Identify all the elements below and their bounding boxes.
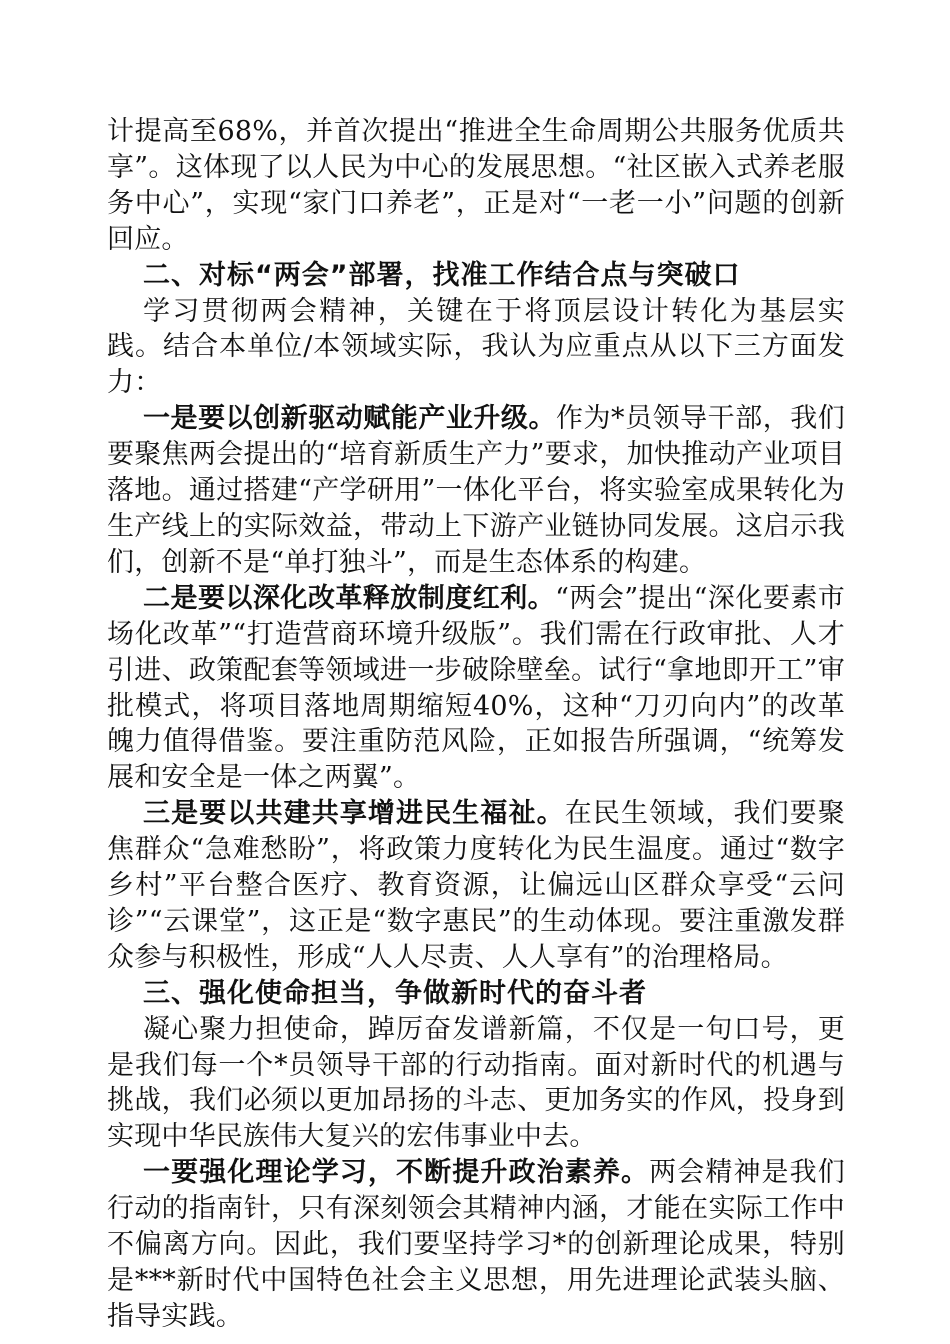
section-heading-three (107, 976, 845, 1012)
section-heading-two (107, 258, 845, 294)
paragraph-mission (107, 1012, 845, 1156)
paragraph-lead: 一要强化理论学习，不断提升政治素养。 (143, 1157, 650, 1189)
paragraph-point-two (107, 581, 845, 796)
paragraph-text: 计提高至68%，并首次提出“推进全生命周期公共服务优质共享”。这体现了以人民为中心的发展思想。“社区嵌入式养老服务中心”，实现“家门口养老”，正是对“一老一小”问题的创新回应。 (107, 116, 845, 255)
paragraph-text: 在民生领域，我们要聚焦群众“急难愁盼”，将政策力度转化为民生温度。通过“数字乡村”平台整合医疗、教育资源，让偏远山区群众享受“云问诊”“云课堂”，这正是“数字惠民”的生动体现。要注重激发群众参与积极性，形成“人人尽责、人人享有”的治理格局。 (107, 798, 845, 973)
paragraph-text: 学习贯彻两会精神，关键在于将顶层设计转化为基层实践。结合本单位/本领域实际，我认为应重点从以下三方面发力： (107, 295, 845, 399)
paragraph-lead: 三是要以共建共享增进民生福祉。 (143, 798, 565, 830)
heading-text: 二、对标“两会”部署，找准工作结合点与突破口 (143, 259, 741, 291)
paragraph-point-three (107, 796, 845, 976)
paragraph-lead: 一是要以创新驱动赋能产业升级。 (143, 403, 556, 435)
paragraph-continuation (107, 114, 845, 258)
paragraph-text: 两会精神是我们行动的指南针，只有深刻领会其精神内涵，才能在实际工作中不偏离方向。因此，我们要坚持学习*的创新理论成果，特别是***新时代中国特色社会主义思想，用先进理论武装头脑、指导实践。 (107, 1157, 845, 1332)
paragraph-theory (107, 1155, 845, 1335)
paragraph-point-one (107, 401, 845, 581)
paragraph-text: 凝心聚力担使命，踔厉奋发谱新篇，不仅是一句口号，更是我们每一个*员领导干部的行动指南。面对新时代的机遇与挑战，我们必须以更加昂扬的斗志、更加务实的作风，投身到实现中华民族伟大复兴的宏伟事业中去。 (107, 1013, 845, 1153)
heading-text: 三、强化使命担当，争做新时代的奋斗者 (143, 977, 647, 1009)
paragraph-intro (107, 294, 845, 402)
paragraph-lead: 二是要以深化改革释放制度红利。 (143, 582, 556, 614)
paragraph-text: “两会”提出“深化要素市场化改革”“打造营商环境升级版”。我们需在行政审批、人才引进、政策配套等领域进一步破除壁垒。试行“拿地即开工”审批模式，将项目落地周期缩短40%，这种“刀刃向内”的改革魄力值得借鉴。要注重防范风险，正如报告所强调，“统筹发展和安全是一体之两翼”。 (107, 582, 846, 794)
paragraph-text: 作为*员领导干部，我们要聚焦两会提出的“培育新质生产力”要求，加快推动产业项目落地。通过搭建“产学研用”一体化平台，将实验室成果转化为生产线上的实际效益，带动上下游产业链协同发展。这启示我们，创新不是“单打独斗”，而是生态体系的构建。 (107, 403, 846, 578)
document-page (107, 114, 845, 1335)
